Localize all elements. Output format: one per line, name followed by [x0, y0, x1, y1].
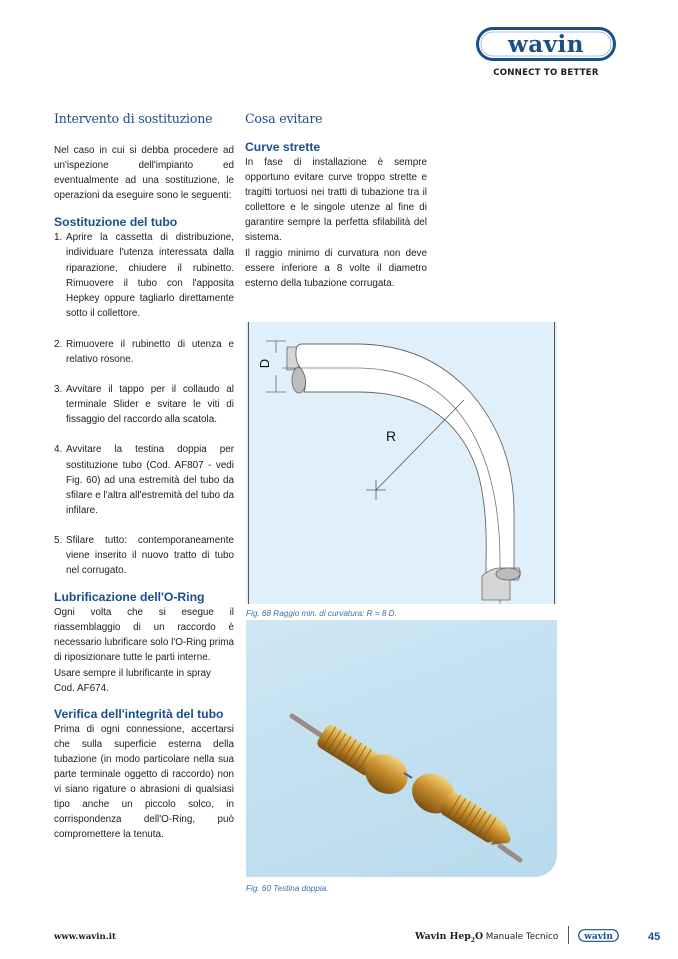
right-column — [245, 111, 427, 291]
footer-document-title: Wavin Hep$_2$O Manuale Tecnico — [415, 931, 559, 944]
wavin-logo — [476, 27, 616, 61]
figure-60-caption: Fig. 60 Testina doppia. — [246, 884, 329, 893]
left-column — [54, 111, 234, 842]
step-item: 1. Aprire la cassetta di distribuzione, individuare l'utenza interessata dalla riparazione, chiudere il rubinetto. Rimuovere il tubo con l'apposita Hepkey oppure tagliarlo direttamente sotto il collettore. — [54, 232, 234, 319]
lubrificazione-paragraph: Ogni volta che si esegue il riassemblaggio di un raccordo è necessario lubrificare solo l'O-Ring prima di riposizionare tutte le parti interne. — [54, 607, 234, 664]
step-item: 4. Avvitare la testina doppia per sostituzione tubo (Cod. AF807 - vedi Fig. 60) ad una estremità del tubo da sfilare e l'altra all'estremità del tubo da infilare. — [54, 444, 234, 516]
step-item: 5. Sfilare tutto: contemporaneamente viene inserito il nuovo tratto di tubo nel corrugato. — [54, 534, 234, 577]
footer-separator — [568, 926, 569, 944]
lubrificazione-paragraph-2: Usare sempre il lubrificante in spray Cod. AF674. — [54, 667, 211, 694]
heading-curve-strette: Curve strette — [245, 140, 321, 154]
steps-list — [54, 230, 234, 578]
verifica-paragraph: Prima di ogni connessione, accertarsi che sulla superficie esterna della tubazione (in modo particolare nella sua parte terminale oggetto di raccordo) non vi siano rigature o abrasioni di qualsiasi tipo anche un piccolo solco, in corrispondenza dell'O-Ring, può compromettere la tenuta. — [54, 723, 234, 841]
footer-manual-title: Manuale Tecnico — [485, 932, 559, 942]
footer-wavin-logo — [578, 929, 619, 942]
curve-paragraph-2: Il raggio minimo di curvatura non deve essere inferiore a 8 volte il diametro esterno della tubazione corrugata. — [245, 247, 427, 289]
heading-lubrificazione: Lubrificazione dell'O-Ring — [54, 590, 205, 605]
testina-doppia-photo — [246, 620, 557, 877]
step-item: 2. Rimuovere il rubinetto di utenza e relativo rosone. — [54, 338, 234, 366]
heading-verifica-integrita: Verifica dell'integrità del tubo — [54, 706, 224, 721]
heading-sostituzione-tubo: Sostituzione del tubo — [54, 215, 178, 230]
svg-text:wavin: wavin — [584, 932, 613, 942]
section-title-cosa-evitare: Cosa evitare — [245, 111, 323, 126]
brand-tagline: CONNECT TO BETTER — [493, 68, 599, 78]
footer-website-link[interactable]: www.wavin.it — [54, 932, 117, 942]
intro-paragraph: Nel caso in cui si debba procedere ad un'ispezione dell'impianto ed eventualmente ad una sostituzione, le operazioni da eseguire sono le seguenti: — [54, 145, 234, 202]
section-title-intervento: Intervento di sostituzione — [54, 111, 213, 126]
double-fitting-image — [246, 620, 557, 877]
radius-label: R — [386, 428, 397, 444]
page-number: 45 — [648, 931, 661, 943]
svg-text:wavin: wavin — [507, 31, 585, 58]
curve-paragraph: In fase di installazione è sempre opportuno evitare curve troppo strette e tragitti tortuosi nei tratti di tubazione tra il collettore e le singole utenze al fine di garantire sempre la perfetta sfilabilità del sistema. — [245, 157, 427, 244]
step-item: 3. Avvitare il tappo per il collaudo al terminale Slider e svitare le viti di fissaggio del raccordo alla scatola. — [54, 384, 234, 426]
diameter-label: D — [257, 358, 273, 369]
bend-radius-diagram — [246, 322, 557, 604]
pipe-bend-drawing — [246, 322, 557, 604]
figure-68-caption: Fig. 68 Raggio min. di curvatura: R = 8 D. — [246, 609, 397, 618]
footer-brand: Wavin Hep — [415, 931, 471, 942]
